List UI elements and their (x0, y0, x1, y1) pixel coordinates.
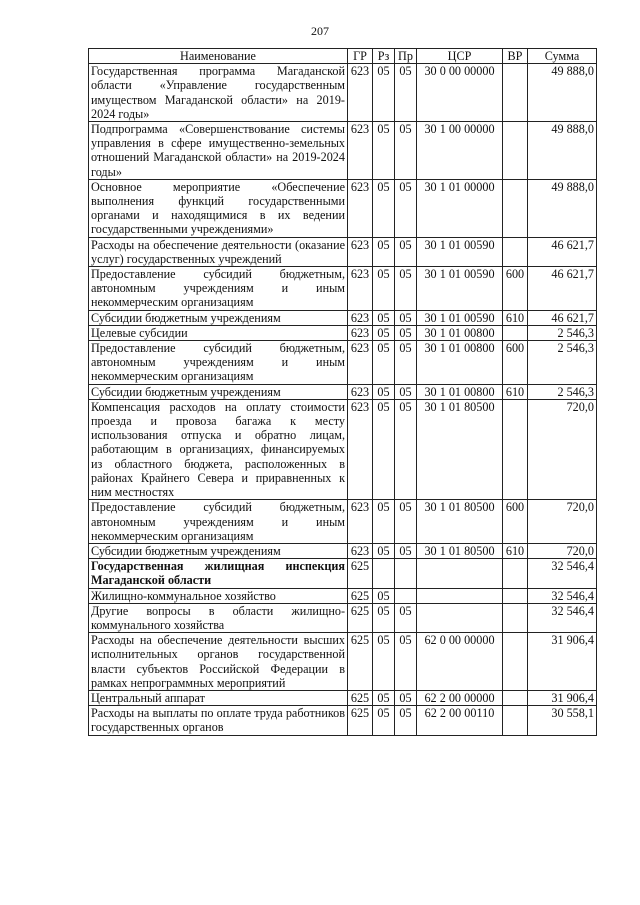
cell-vr: 610 (503, 384, 528, 399)
cell-sum: 2 546,3 (528, 384, 597, 399)
cell-csr: 30 1 01 00800 (417, 384, 503, 399)
cell-vr (503, 633, 528, 691)
cell-vr (503, 706, 528, 735)
table-row (89, 603, 597, 632)
cell-gr: 623 (348, 237, 373, 266)
cell-name: Жилищно-коммунальное хозяйство (89, 588, 348, 603)
cell-sum: 31 906,4 (528, 690, 597, 705)
cell-rz: 05 (373, 64, 395, 122)
table-row (89, 399, 597, 499)
cell-pr: 05 (395, 543, 417, 558)
cell-rz: 05 (373, 500, 395, 544)
cell-name: Другие вопросы в области жилищно-коммунального хозяйства (89, 603, 348, 632)
cell-csr: 30 1 01 80500 (417, 543, 503, 558)
cell-csr: 30 0 00 00000 (417, 64, 503, 122)
cell-gr: 623 (348, 64, 373, 122)
cell-vr (503, 237, 528, 266)
cell-gr: 625 (348, 603, 373, 632)
table-row (89, 341, 597, 385)
table-header-row (89, 49, 597, 64)
cell-pr: 05 (395, 341, 417, 385)
cell-csr: 62 2 00 00000 (417, 690, 503, 705)
cell-sum: 49 888,0 (528, 179, 597, 237)
table-row (89, 588, 597, 603)
header-rz: Рз (373, 49, 395, 64)
cell-name: Субсидии бюджетным учреждениям (89, 384, 348, 399)
cell-csr: 30 1 01 00000 (417, 179, 503, 237)
cell-vr (503, 179, 528, 237)
header-name: Наименование (89, 49, 348, 64)
cell-csr: 30 1 01 80500 (417, 500, 503, 544)
header-pr: Пр (395, 49, 417, 64)
cell-vr: 600 (503, 267, 528, 311)
cell-csr: 30 1 01 00590 (417, 237, 503, 266)
cell-pr: 05 (395, 325, 417, 340)
cell-vr: 600 (503, 341, 528, 385)
cell-gr: 623 (348, 500, 373, 544)
cell-name: Субсидии бюджетным учреждениям (89, 310, 348, 325)
header-sum: Сумма (528, 49, 597, 64)
cell-rz: 05 (373, 179, 395, 237)
cell-rz: 05 (373, 633, 395, 691)
cell-vr: 610 (503, 543, 528, 558)
table-row (89, 633, 597, 691)
cell-name: Основное мероприятие «Обеспечение выполнения функций государственными органами и находящимися в их ведении государственными учреждениями» (89, 179, 348, 237)
cell-rz: 05 (373, 384, 395, 399)
cell-sum: 46 621,7 (528, 310, 597, 325)
cell-pr: 05 (395, 237, 417, 266)
cell-gr: 625 (348, 559, 373, 588)
cell-gr: 623 (348, 341, 373, 385)
header-gr: ГР (348, 49, 373, 64)
header-vr: ВР (503, 49, 528, 64)
cell-rz: 05 (373, 341, 395, 385)
cell-pr: 05 (395, 310, 417, 325)
cell-vr: 610 (503, 310, 528, 325)
cell-name: Расходы на обеспечение деятельности (оказание услуг) государственных учреждений (89, 237, 348, 266)
cell-sum: 49 888,0 (528, 64, 597, 122)
cell-name: Предоставление субсидий бюджетным, автономным учреждениям и иным некоммерческим организациям (89, 341, 348, 385)
cell-rz: 05 (373, 122, 395, 180)
cell-vr (503, 588, 528, 603)
cell-pr: 05 (395, 122, 417, 180)
cell-rz: 05 (373, 603, 395, 632)
cell-gr: 625 (348, 588, 373, 603)
cell-csr: 62 2 00 00110 (417, 706, 503, 735)
cell-sum: 720,0 (528, 399, 597, 499)
cell-gr: 625 (348, 690, 373, 705)
cell-pr: 05 (395, 633, 417, 691)
table-row (89, 325, 597, 340)
cell-sum: 32 546,4 (528, 588, 597, 603)
cell-gr: 623 (348, 399, 373, 499)
cell-name: Предоставление субсидий бюджетным, автономным учреждениям и иным некоммерческим организациям (89, 500, 348, 544)
cell-pr: 05 (395, 500, 417, 544)
table-row (89, 122, 597, 180)
cell-rz: 05 (373, 237, 395, 266)
table-row (89, 237, 597, 266)
cell-rz (373, 559, 395, 588)
cell-rz: 05 (373, 399, 395, 499)
cell-rz: 05 (373, 690, 395, 705)
cell-csr (417, 588, 503, 603)
cell-gr: 625 (348, 633, 373, 691)
cell-sum: 32 546,4 (528, 603, 597, 632)
cell-pr: 05 (395, 706, 417, 735)
cell-csr (417, 559, 503, 588)
cell-vr (503, 559, 528, 588)
cell-rz: 05 (373, 543, 395, 558)
cell-pr: 05 (395, 399, 417, 499)
cell-vr (503, 399, 528, 499)
header-csr: ЦСР (417, 49, 503, 64)
cell-pr: 05 (395, 603, 417, 632)
cell-pr: 05 (395, 64, 417, 122)
cell-rz: 05 (373, 310, 395, 325)
cell-name: Субсидии бюджетным учреждениям (89, 543, 348, 558)
cell-name: Расходы на выплаты по оплате труда работников государственных органов (89, 706, 348, 735)
cell-sum: 46 621,7 (528, 267, 597, 311)
cell-csr: 30 1 01 00590 (417, 267, 503, 311)
cell-sum: 720,0 (528, 500, 597, 544)
cell-name: Государственная программа Магаданской области «Управление государственным имуществом Магаданской области» на 2019-2024 годы» (89, 64, 348, 122)
cell-sum: 720,0 (528, 543, 597, 558)
table-row (89, 543, 597, 558)
table-row (89, 500, 597, 544)
cell-vr (503, 64, 528, 122)
cell-vr (503, 603, 528, 632)
table-row (89, 559, 597, 588)
cell-csr: 62 0 00 00000 (417, 633, 503, 691)
table-body (89, 64, 597, 735)
cell-gr: 623 (348, 179, 373, 237)
cell-rz: 05 (373, 267, 395, 311)
table-row (89, 384, 597, 399)
table-row (89, 179, 597, 237)
cell-pr: 05 (395, 690, 417, 705)
cell-gr: 623 (348, 267, 373, 311)
cell-pr: 05 (395, 267, 417, 311)
cell-rz: 05 (373, 325, 395, 340)
cell-sum: 49 888,0 (528, 122, 597, 180)
table-row (89, 267, 597, 311)
cell-gr: 623 (348, 543, 373, 558)
cell-csr: 30 1 01 00800 (417, 341, 503, 385)
cell-csr (417, 603, 503, 632)
cell-sum: 30 558,1 (528, 706, 597, 735)
cell-name: Подпрограмма «Совершенствование системы управления в сфере имущественно-земельных отношений Магаданской области» на 2019-2024 годы» (89, 122, 348, 180)
page-number: 207 (311, 24, 329, 38)
cell-name: Центральный аппарат (89, 690, 348, 705)
cell-sum: 2 546,3 (528, 325, 597, 340)
table-row (89, 310, 597, 325)
cell-pr (395, 588, 417, 603)
cell-pr: 05 (395, 179, 417, 237)
cell-sum: 31 906,4 (528, 633, 597, 691)
cell-sum: 46 621,7 (528, 237, 597, 266)
cell-gr: 623 (348, 325, 373, 340)
table-row (89, 706, 597, 735)
cell-name: Компенсация расходов на оплату стоимости проезда и провоза багажа к месту использования отпуска и обратно лицам, работающим в организациях, финансируемых из областного бюджета, расположенных в районах Крайнего Севера и приравненных к ним местностях (89, 399, 348, 499)
cell-rz: 05 (373, 706, 395, 735)
cell-pr: 05 (395, 384, 417, 399)
cell-gr: 623 (348, 122, 373, 180)
cell-name: Государственная жилищная инспекция Магаданской области (89, 559, 348, 588)
cell-sum: 32 546,4 (528, 559, 597, 588)
cell-pr (395, 559, 417, 588)
cell-csr: 30 1 01 00590 (417, 310, 503, 325)
cell-name: Предоставление субсидий бюджетным, автономным учреждениям и иным некоммерческим организациям (89, 267, 348, 311)
cell-sum: 2 546,3 (528, 341, 597, 385)
cell-name: Целевые субсидии (89, 325, 348, 340)
budget-table (88, 48, 597, 736)
cell-gr: 623 (348, 384, 373, 399)
cell-name: Расходы на обеспечение деятельности высших исполнительных органов государственной власти субъектов Российской Федерации в рамках непрограммных мероприятий (89, 633, 348, 691)
cell-csr: 30 1 00 00000 (417, 122, 503, 180)
cell-vr (503, 122, 528, 180)
cell-gr: 623 (348, 310, 373, 325)
table-row (89, 690, 597, 705)
cell-csr: 30 1 01 00800 (417, 325, 503, 340)
cell-vr (503, 325, 528, 340)
cell-vr (503, 690, 528, 705)
cell-rz: 05 (373, 588, 395, 603)
table-row (89, 64, 597, 122)
cell-vr: 600 (503, 500, 528, 544)
cell-gr: 625 (348, 706, 373, 735)
cell-csr: 30 1 01 80500 (417, 399, 503, 499)
